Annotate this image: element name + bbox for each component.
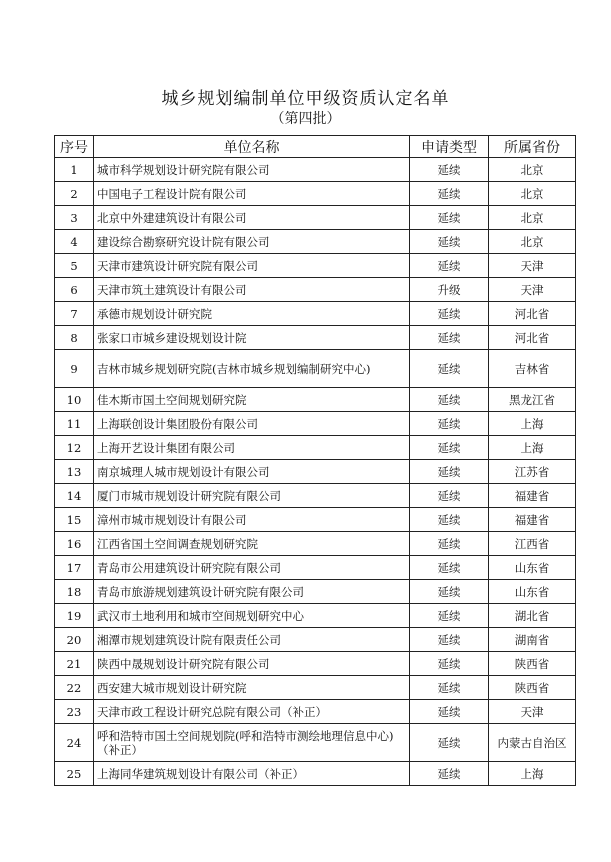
row-province: 江西省: [489, 532, 576, 556]
row-application-type: 升级: [410, 278, 489, 302]
row-province: 江苏省: [489, 460, 576, 484]
table-row: [55, 302, 576, 326]
row-application-type: 延续: [410, 484, 489, 508]
row-index: 1: [55, 158, 94, 182]
row-province: 福建省: [489, 508, 576, 532]
table-row: [55, 460, 576, 484]
row-index: 18: [55, 580, 94, 604]
row-index: 9: [55, 350, 94, 388]
row-unit-name: 上海同华建筑规划设计有限公司（补正）: [94, 762, 410, 786]
row-application-type: 延续: [410, 326, 489, 350]
table-row: [55, 350, 576, 388]
table-row: [55, 436, 576, 460]
row-application-type: 延续: [410, 604, 489, 628]
row-unit-name: 青岛市公用建筑设计研究院有限公司: [94, 556, 410, 580]
qualification-table: [54, 135, 576, 786]
row-application-type: 延续: [410, 652, 489, 676]
row-province: 内蒙古自治区: [489, 724, 576, 762]
row-unit-name: 湘潭市规划建筑设计院有限责任公司: [94, 628, 410, 652]
table-row: [55, 700, 576, 724]
row-unit-name: 青岛市旅游规划建筑设计研究院有限公司: [94, 580, 410, 604]
row-unit-name: 西安建大城市规划设计研究院: [94, 676, 410, 700]
header-unit-name: 单位名称: [94, 136, 410, 158]
row-province: 上海: [489, 436, 576, 460]
row-application-type: 延续: [410, 206, 489, 230]
table-row: [55, 182, 576, 206]
row-index: 25: [55, 762, 94, 786]
document-title: 城乡规划编制单位甲级资质认定名单: [161, 89, 450, 109]
row-province: 上海: [489, 412, 576, 436]
row-index: 17: [55, 556, 94, 580]
row-unit-name: 陕西中晟规划设计研究院有限公司: [94, 652, 410, 676]
header-province: 所属省份: [489, 136, 576, 158]
table-row: [55, 676, 576, 700]
row-province: 山东省: [489, 580, 576, 604]
row-province: 山东省: [489, 556, 576, 580]
row-province: 陕西省: [489, 652, 576, 676]
table-header-row: [55, 136, 576, 158]
table-row: [55, 206, 576, 230]
row-index: 22: [55, 676, 94, 700]
row-unit-name: 上海联创设计集团股份有限公司: [94, 412, 410, 436]
row-unit-name: 上海开艺设计集团有限公司: [94, 436, 410, 460]
row-unit-name: 张家口市城乡建设规划设计院: [94, 326, 410, 350]
row-unit-name: 北京中外建建筑设计有限公司: [94, 206, 410, 230]
row-province: 河北省: [489, 302, 576, 326]
table-row: [55, 388, 576, 412]
row-unit-name: 天津市建筑设计研究院有限公司: [94, 254, 410, 278]
row-province: 天津: [489, 254, 576, 278]
table-row: [55, 326, 576, 350]
row-unit-name: 江西省国土空间调查规划研究院: [94, 532, 410, 556]
row-application-type: 延续: [410, 388, 489, 412]
row-unit-name: 吉林市城乡规划研究院(吉林市城乡规划编制研究中心): [94, 350, 410, 388]
row-province: 陕西省: [489, 676, 576, 700]
row-application-type: 延续: [410, 532, 489, 556]
row-index: 24: [55, 724, 94, 762]
row-index: 23: [55, 700, 94, 724]
row-application-type: 延续: [410, 460, 489, 484]
row-index: 8: [55, 326, 94, 350]
row-unit-name: 南京城理人城市规划设计有限公司: [94, 460, 410, 484]
row-province: 北京: [489, 182, 576, 206]
row-province: 湖南省: [489, 628, 576, 652]
row-province: 北京: [489, 206, 576, 230]
row-index: 2: [55, 182, 94, 206]
row-index: 12: [55, 436, 94, 460]
row-province: 吉林省: [489, 350, 576, 388]
table-row: [55, 230, 576, 254]
table-row: [55, 278, 576, 302]
row-province: 北京: [489, 230, 576, 254]
row-application-type: 延续: [410, 508, 489, 532]
table-row: [55, 652, 576, 676]
row-application-type: 延续: [410, 412, 489, 436]
row-unit-name: 承德市规划设计研究院: [94, 302, 410, 326]
table-row: [55, 532, 576, 556]
row-index: 6: [55, 278, 94, 302]
row-application-type: 延续: [410, 230, 489, 254]
table-row: [55, 254, 576, 278]
row-index: 3: [55, 206, 94, 230]
row-application-type: 延续: [410, 628, 489, 652]
row-province: 天津: [489, 278, 576, 302]
row-unit-name: 呼和浩特市国土空间规划院(呼和浩特市测绘地理信息中心)（补正）: [94, 724, 410, 762]
row-index: 4: [55, 230, 94, 254]
row-application-type: 延续: [410, 254, 489, 278]
row-index: 13: [55, 460, 94, 484]
row-application-type: 延续: [410, 676, 489, 700]
row-unit-name: 武汉市土地利用和城市空间规划研究中心: [94, 604, 410, 628]
row-application-type: 延续: [410, 724, 489, 762]
row-index: 15: [55, 508, 94, 532]
row-province: 福建省: [489, 484, 576, 508]
row-index: 11: [55, 412, 94, 436]
row-index: 16: [55, 532, 94, 556]
row-unit-name: 天津市筑土建筑设计有限公司: [94, 278, 410, 302]
row-index: 20: [55, 628, 94, 652]
table-row: [55, 484, 576, 508]
table-row: [55, 724, 576, 762]
row-unit-name: 厦门市城市规划设计研究院有限公司: [94, 484, 410, 508]
table-row: [55, 556, 576, 580]
row-application-type: 延续: [410, 158, 489, 182]
row-unit-name: 建设综合勘察研究设计院有限公司: [94, 230, 410, 254]
row-application-type: 延续: [410, 350, 489, 388]
row-unit-name: 佳木斯市国土空间规划研究院: [94, 388, 410, 412]
table-row: [55, 508, 576, 532]
table-row: [55, 580, 576, 604]
row-application-type: 延续: [410, 436, 489, 460]
table-row: [55, 604, 576, 628]
table-row: [55, 158, 576, 182]
row-province: 北京: [489, 158, 576, 182]
row-unit-name: 城市科学规划设计研究院有限公司: [94, 158, 410, 182]
header-application-type: 申请类型: [410, 136, 489, 158]
row-application-type: 延续: [410, 302, 489, 326]
row-province: 湖北省: [489, 604, 576, 628]
row-index: 21: [55, 652, 94, 676]
row-unit-name: 中国电子工程设计院有限公司: [94, 182, 410, 206]
row-province: 黑龙江省: [489, 388, 576, 412]
row-application-type: 延续: [410, 556, 489, 580]
row-index: 10: [55, 388, 94, 412]
table-row: [55, 762, 576, 786]
row-province: 河北省: [489, 326, 576, 350]
row-unit-name: 天津市政工程设计研究总院有限公司（补正）: [94, 700, 410, 724]
row-application-type: 延续: [410, 580, 489, 604]
row-province: 天津: [489, 700, 576, 724]
row-unit-name: 漳州市城市规划设计有限公司: [94, 508, 410, 532]
row-index: 7: [55, 302, 94, 326]
document-subtitle: （第四批）: [270, 111, 341, 127]
row-index: 19: [55, 604, 94, 628]
row-application-type: 延续: [410, 182, 489, 206]
row-application-type: 延续: [410, 762, 489, 786]
row-province: 上海: [489, 762, 576, 786]
row-index: 5: [55, 254, 94, 278]
header-index: 序号: [55, 136, 94, 158]
row-index: 14: [55, 484, 94, 508]
row-application-type: 延续: [410, 700, 489, 724]
table-row: [55, 628, 576, 652]
table-row: [55, 412, 576, 436]
